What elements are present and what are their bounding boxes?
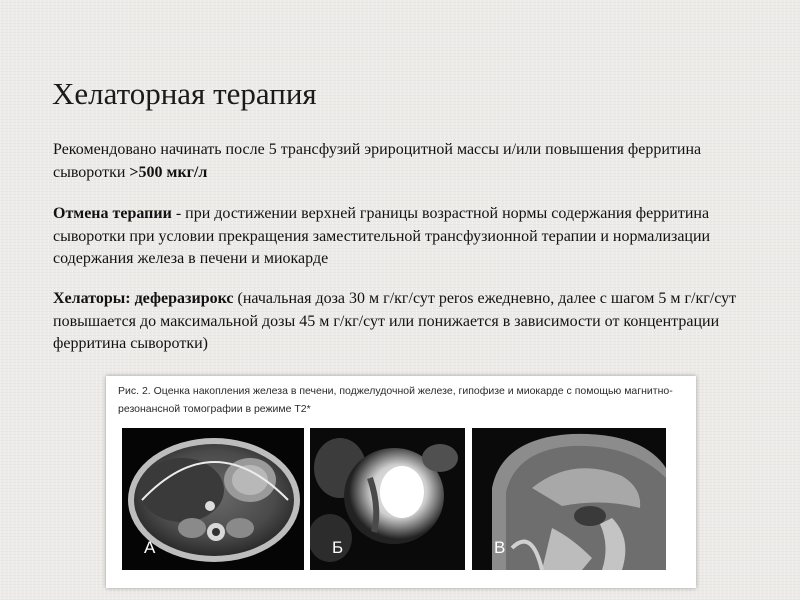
mri-panel-pituitary — [472, 428, 666, 570]
chelators-paragraph — [53, 288, 773, 356]
mri-panel-heart — [310, 428, 465, 570]
figure-caption: Рис. 2. Оценка накопления железа в печени, поджелудочной железе, гипофизе и миокарде с помощью магнитно-резонансной томографии в режиме Т2* — [118, 385, 673, 415]
recommendation-text: Рекомендовано начинать после 5 трансфузий эрироцитной массы и/или повышения ферритина сыворотки — [53, 141, 702, 181]
ferritin-threshold: >500 мкг/л — [129, 163, 208, 181]
panel-label-b: Б — [332, 538, 344, 557]
chelators-heading: Хелаторы: деферазирокс — [53, 290, 234, 307]
chelators-text: (начальная доза 30 м г/кг/сут peros ежедневно, далее с шагом 5 м г/кг/сут повышается до максимальной дозы 45 м г/кг/сут или понижается в зависимости от концентрации ферритина сыворотки) — [53, 290, 737, 352]
panel-label-c: В — [494, 538, 506, 557]
therapy-cancellation-text: - при достижении верхней границы возрастной нормы содержания ферритина сыворотки при условии прекращения заместительной трансфузионной терапии и нормализации содержания железа в печени и миокарде — [53, 205, 711, 267]
panel-label-a: А — [144, 538, 156, 557]
recommendation-paragraph — [53, 139, 773, 184]
therapy-cancellation-paragraph — [53, 203, 773, 271]
mri-panel-liver — [122, 428, 304, 570]
slide-title: Хелаторная терапия — [52, 76, 317, 111]
therapy-cancellation-heading: Отмена терапии — [53, 205, 172, 222]
mri-figure — [106, 376, 696, 588]
